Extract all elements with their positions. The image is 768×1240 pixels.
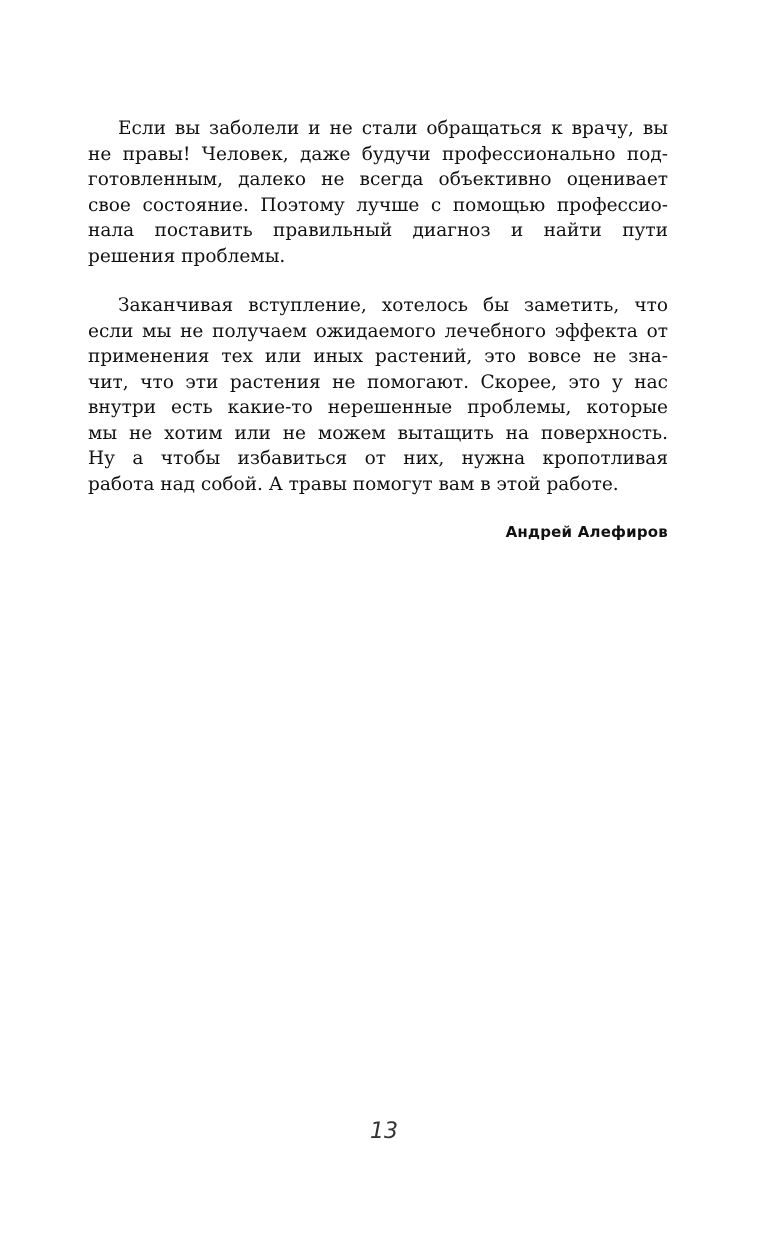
text-line: чит, что эти растения не помогают. Скорее, это у нас (88, 371, 668, 393)
text-line: нала поставить правильный диагноз и найти пути (88, 220, 668, 241)
text-line: если мы не получаем ожидаемого лечебного эффекта от (88, 320, 668, 342)
text-line: решения проблемы. (88, 245, 286, 267)
author-signature: Андрей Алефиров (505, 523, 668, 541)
text-line: Заканчивая вступление, хотелось бы заметить, что (118, 295, 668, 316)
page-number: 13 (370, 1119, 398, 1144)
text-line: внутри есть какие-то нерешенные проблемы, которые (88, 397, 668, 418)
text-line: готовленным, далеко не всегда объективно оценивает (88, 169, 668, 190)
paragraph-1 (88, 116, 668, 269)
text-line: Если вы заболели и не стали обращаться к врачу, вы (118, 118, 668, 139)
text-line: Ну а чтобы избавиться от них, нужна кропотливая (88, 448, 668, 469)
text-line: мы не хотим или не можем вытащить на поверхность. (88, 422, 668, 444)
paragraph-2 (88, 293, 668, 497)
text-line: применения тех или иных растений, это вовсе не зна- (88, 346, 668, 367)
body-text (88, 116, 668, 497)
text-line: свое состояние. Поэтому лучше с помощью профессио- (88, 194, 668, 216)
text-line: работа над собой. А травы помогут вам в этой работе. (88, 473, 619, 495)
text-line: не правы! Человек, даже будучи профессионально под- (88, 143, 668, 165)
paragraph-spacer (88, 269, 668, 293)
